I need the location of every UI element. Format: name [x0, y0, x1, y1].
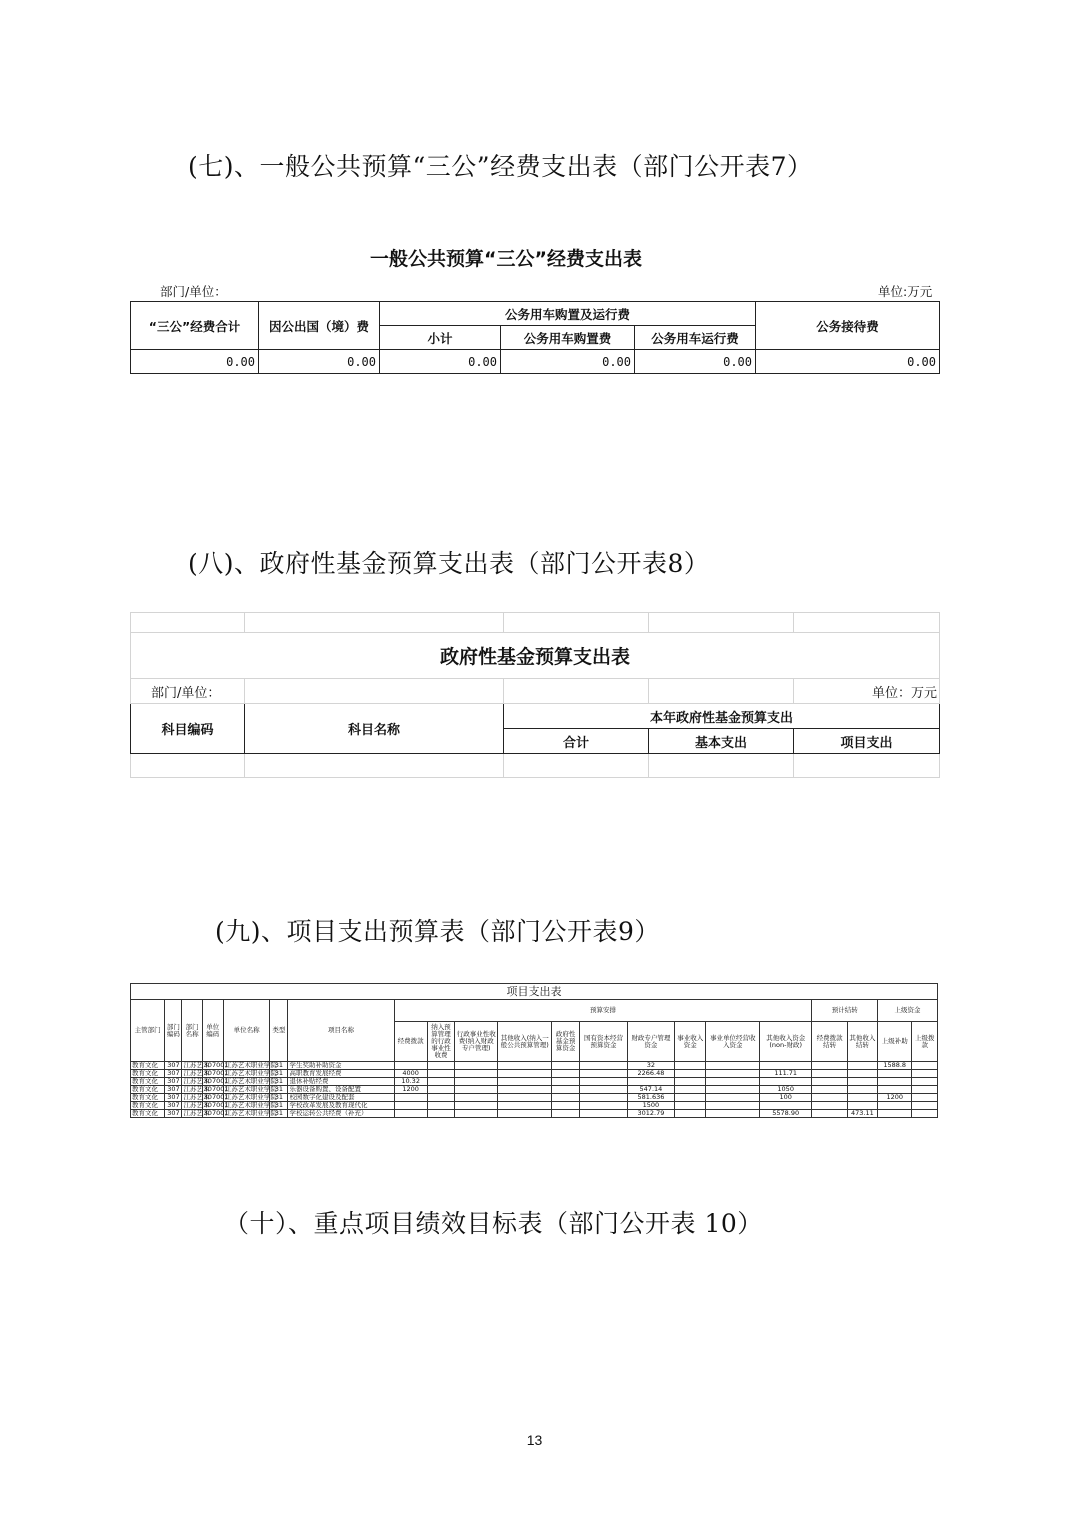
header-u2: 上级拨款 [912, 1022, 938, 1062]
table-cell-c4: 307001 [203, 1085, 229, 1093]
section8-heading: (八)、政府性基金预算支出表（部门公开表8） [188, 549, 710, 578]
table-cell-b1: 1200 [394, 1086, 427, 1094]
table-cell-c1: 教育文化 [131, 1102, 165, 1110]
header-b7: 财政专户管理资金 [627, 1022, 674, 1062]
table-cell-u1 [878, 1110, 912, 1118]
header-b5: 政府性基金预算资金 [551, 1022, 579, 1062]
header-vehicle-group: 公务用车购置及运行费 [380, 302, 756, 326]
table-cell-b9 [706, 1110, 760, 1118]
header-p2: 其他收入结转 [847, 1022, 877, 1062]
table-cell-c2: 307 [165, 1102, 182, 1110]
table-cell-c2: 307 [165, 1110, 182, 1118]
table-cell-b6 [580, 1094, 627, 1102]
table-cell-p1 [812, 1102, 847, 1110]
project-expenditure-table [130, 983, 938, 1118]
value-total: 0.00 [131, 350, 259, 374]
table-cell-b5 [551, 1086, 579, 1094]
value-abroad: 0.00 [259, 350, 380, 374]
header-code: 科目编码 [131, 704, 245, 754]
value-reception: 0.00 [756, 350, 940, 374]
header-b3: 行政事业性收费(纳入财政专户管理) [455, 1022, 498, 1062]
table-cell-c7: 校园数字化建设及配套 [288, 1094, 394, 1102]
table-cell-b5 [551, 1078, 579, 1086]
header-operation: 公务用车运行费 [635, 326, 756, 350]
table-cell-p1 [812, 1062, 847, 1070]
table-cell-b4 [498, 1070, 552, 1078]
table-cell-u2 [912, 1070, 938, 1078]
table-cell-p2 [847, 1078, 877, 1086]
table-cell-p1 [812, 1078, 847, 1086]
header-b2: 纳入预算管理的行政事业性收费 [427, 1022, 454, 1062]
table-cell-p1 [812, 1110, 847, 1118]
table-cell-u2 [912, 1078, 938, 1086]
table-cell-c3: 江苏艺术 [183, 1109, 210, 1117]
table-cell-c1: 教育文化 [131, 1110, 165, 1118]
table-cell-c7: 学生奖助补助资金 [288, 1062, 394, 1070]
table-cell-c1: 教育文化 [131, 1062, 165, 1070]
table-cell-u2 [912, 1094, 938, 1102]
table-cell-b6 [580, 1110, 627, 1118]
table-cell-u2 [912, 1086, 938, 1094]
table-cell-c2: 307 [165, 1094, 182, 1102]
table-cell-u1: 1588.8 [878, 1062, 912, 1070]
table-cell-c7: 退休补贴经费 [288, 1078, 394, 1086]
header-subtotal: 小计 [380, 326, 501, 350]
table-cell-u2 [912, 1110, 938, 1118]
table-cell-b1 [394, 1094, 427, 1102]
table-cell-b4 [498, 1102, 552, 1110]
table-cell-b3 [455, 1078, 498, 1086]
table-cell-c2: 307 [165, 1086, 182, 1094]
header-p1: 经费拨款结转 [812, 1022, 847, 1062]
table-cell-c3: 江苏艺术 [183, 1093, 210, 1101]
table-cell-b9 [706, 1086, 760, 1094]
table-cell-b7: 2266.48 [627, 1070, 674, 1078]
header-budget-group: 预算安排 [394, 1000, 812, 1022]
table-cell-c5: 江苏艺术职业学院 [224, 1077, 277, 1085]
table-cell-b10: 111.71 [759, 1070, 812, 1078]
table-cell-b2 [427, 1078, 454, 1086]
table-cell-c2: 307 [165, 1078, 182, 1086]
table-cell-p2 [847, 1062, 877, 1070]
table-cell-b5 [551, 1070, 579, 1078]
value-subtotal: 0.00 [380, 350, 501, 374]
table-cell-c7: 学校运转公共经费（补充） [288, 1110, 394, 1118]
header-b6: 国有资本经营预算资金 [580, 1022, 627, 1062]
table-cell-p1 [812, 1094, 847, 1102]
section7-unit-label: 单位:万元 [878, 284, 933, 299]
table-cell-b7: 581.636 [627, 1094, 674, 1102]
table-cell-b10: 1050 [759, 1086, 812, 1094]
table-cell-b4 [498, 1086, 552, 1094]
table-cell-b9 [706, 1094, 760, 1102]
table-cell-b5 [551, 1062, 579, 1070]
table-cell-b8 [675, 1102, 706, 1110]
table-cell-p2 [847, 1086, 877, 1094]
table-cell-b2 [427, 1110, 454, 1118]
table-cell-b2 [427, 1102, 454, 1110]
table-cell-b3 [455, 1070, 498, 1078]
table-cell-c7: 高职教育发展经费 [288, 1070, 394, 1078]
table-cell-b4 [498, 1094, 552, 1102]
table-cell-c6: 31 [270, 1078, 288, 1086]
table-cell-b3 [455, 1094, 498, 1102]
header-u1: 上级补助 [878, 1022, 912, 1062]
table-cell-u2 [912, 1062, 938, 1070]
table-cell-c3: 江苏艺术 [183, 1101, 210, 1109]
table-cell-b1 [394, 1110, 427, 1118]
table-cell-u1 [878, 1102, 912, 1110]
table-cell-b5 [551, 1094, 579, 1102]
table-cell-b3 [455, 1086, 498, 1094]
header-c4: 单位编码 [202, 1000, 223, 1062]
table-cell-b1: 10.32 [394, 1078, 427, 1086]
table-cell-c6: 31 [270, 1110, 288, 1118]
table-cell-b8 [675, 1070, 706, 1078]
table-cell-b6 [580, 1102, 627, 1110]
table-cell-b4 [498, 1110, 552, 1118]
table-cell-c1: 教育文化 [131, 1070, 165, 1078]
table-cell-b7: 32 [627, 1062, 674, 1070]
table-cell-b6 [580, 1086, 627, 1094]
section9-table-title: 项目支出表 [131, 984, 938, 1000]
table-cell-b8 [675, 1086, 706, 1094]
table-cell-b2 [427, 1086, 454, 1094]
table-cell-u1: 1200 [878, 1094, 912, 1102]
table-cell-b6 [580, 1078, 627, 1086]
three-public-expenses-table [130, 301, 940, 374]
value-operation: 0.00 [635, 350, 756, 374]
government-fund-table [130, 612, 940, 778]
table-cell-c5: 江苏艺术职业学院 [224, 1101, 277, 1109]
table-cell-u2 [912, 1102, 938, 1110]
table-cell-b5 [551, 1102, 579, 1110]
header-b9: 事业单位经营收入资金 [706, 1022, 760, 1062]
table-cell-c2: 307 [165, 1070, 182, 1078]
table-cell-c3: 江苏艺术 [183, 1085, 210, 1093]
header-b4: 其他收入(纳入一般公共预算管理) [498, 1022, 552, 1062]
header-reception: 公务接待费 [756, 302, 940, 350]
table-cell-c3: 江苏艺术 [183, 1069, 210, 1077]
table-cell-b3 [455, 1110, 498, 1118]
section8-unit-label: 单位：万元 [794, 679, 940, 704]
table-cell-c6: 31 [270, 1094, 288, 1102]
table-cell-b1: 4000 [394, 1070, 427, 1078]
section7-heading: (七)、一般公共预算“三公”经费支出表（部门公开表7） [188, 152, 813, 181]
table-cell-c6: 31 [270, 1102, 288, 1110]
header-fund-project: 项目支出 [794, 729, 940, 754]
table-cell-c4: 307001 [203, 1093, 229, 1101]
page-number: 13 [526, 1432, 543, 1448]
table-cell-b3 [455, 1102, 498, 1110]
table-cell-b9 [706, 1070, 760, 1078]
table-cell-b6 [580, 1070, 627, 1078]
table-cell-b8 [675, 1110, 706, 1118]
header-b8: 事业收入资金 [675, 1022, 706, 1062]
table-cell-c4: 307001 [203, 1061, 229, 1069]
table-cell-c6: 31 [270, 1086, 288, 1094]
header-b10: 其他收入资金(non-财政) [759, 1022, 812, 1062]
section10-heading: （十）、重点项目绩效目标表（部门公开表 10） [224, 1209, 763, 1238]
header-c3: 部门名称 [182, 1000, 202, 1062]
table-cell-c1: 教育文化 [131, 1086, 165, 1094]
table-cell-b9 [706, 1078, 760, 1086]
table-cell-b9 [706, 1102, 760, 1110]
table-cell-b7: 547.14 [627, 1086, 674, 1094]
table-cell-b4 [498, 1078, 552, 1086]
header-c2: 部门编码 [165, 1000, 182, 1062]
table-cell-b10: 5578.90 [759, 1110, 812, 1118]
section8-dept-label: 部门/单位： [131, 679, 245, 704]
header-b1: 经费拨款 [394, 1022, 427, 1062]
header-purchase: 公务用车购置费 [501, 326, 635, 350]
table-cell-b2 [427, 1062, 454, 1070]
table-cell-b8 [675, 1078, 706, 1086]
table-cell-p2 [847, 1094, 877, 1102]
section7-dept-label: 部门/单位： [160, 284, 227, 299]
value-purchase: 0.00 [501, 350, 635, 374]
table-cell-c6: 31 [270, 1070, 288, 1078]
table-cell-c7: 乐器设备购置、设备配置 [288, 1086, 394, 1094]
table-cell-c5: 江苏艺术职业学院 [224, 1061, 277, 1069]
header-c7: 项目名称 [288, 1000, 394, 1062]
table-cell-b7: 3012.79 [627, 1110, 674, 1118]
table-cell-b4 [498, 1062, 552, 1070]
table-cell-c6: 31 [270, 1062, 288, 1070]
table-cell-b2 [427, 1094, 454, 1102]
section8-table-title: 政府性基金预算支出表 [131, 633, 940, 679]
table-cell-p2 [847, 1070, 877, 1078]
header-total: “三公”经费合计 [131, 302, 259, 350]
table-cell-c7: 学校改革发展及教育现代化 [288, 1102, 394, 1110]
table-cell-u1 [878, 1078, 912, 1086]
table-row [131, 1110, 938, 1118]
header-name: 科目名称 [245, 704, 504, 754]
table-cell-c1: 教育文化 [131, 1078, 165, 1086]
header-c6: 类型 [270, 1000, 288, 1062]
table-cell-b9 [706, 1062, 760, 1070]
header-prev-group: 预计结转 [812, 1000, 878, 1022]
header-c1: 主管部门 [131, 1000, 165, 1062]
table-cell-c5: 江苏艺术职业学院 [224, 1085, 277, 1093]
section7-table-title: 一般公共预算“三公”经费支出表 [370, 248, 642, 270]
table-cell-c4: 307001 [203, 1101, 229, 1109]
table-cell-b1 [394, 1102, 427, 1110]
header-c5: 单位名称 [223, 1000, 269, 1062]
table-cell-b8 [675, 1062, 706, 1070]
table-cell-c5: 江苏艺术职业学院 [224, 1069, 277, 1077]
table-cell-c3: 江苏艺术 [183, 1061, 210, 1069]
table-cell-p2: 473.11 [847, 1110, 877, 1118]
header-fund-basic: 基本支出 [649, 729, 794, 754]
table-cell-c4: 307001 [203, 1077, 229, 1085]
table-cell-b3 [455, 1062, 498, 1070]
table-cell-b10: 100 [759, 1094, 812, 1102]
table-cell-c1: 教育文化 [131, 1094, 165, 1102]
table-cell-b2 [427, 1070, 454, 1078]
table-cell-c5: 江苏艺术职业学院 [224, 1109, 277, 1117]
section9-heading: (九)、项目支出预算表（部门公开表9） [215, 917, 660, 946]
header-fund-total: 合计 [504, 729, 649, 754]
header-abroad: 因公出国（境）费 [259, 302, 380, 350]
table-cell-b7: 1500 [627, 1102, 674, 1110]
table-cell-c5: 江苏艺术职业学院 [224, 1093, 277, 1101]
header-upper-group: 上级资金 [878, 1000, 938, 1022]
table-cell-b8 [675, 1094, 706, 1102]
table-cell-p1 [812, 1070, 847, 1078]
table-cell-c4: 307001 [203, 1069, 229, 1077]
table-cell-b6 [580, 1062, 627, 1070]
table-cell-u1 [878, 1070, 912, 1078]
table-cell-b5 [551, 1110, 579, 1118]
header-fund-group: 本年政府性基金预算支出 [504, 704, 940, 729]
table-cell-c2: 307 [165, 1062, 182, 1070]
table-cell-c4: 307001 [203, 1109, 229, 1117]
table-cell-p1 [812, 1086, 847, 1094]
table-cell-c3: 江苏艺术 [183, 1077, 210, 1085]
